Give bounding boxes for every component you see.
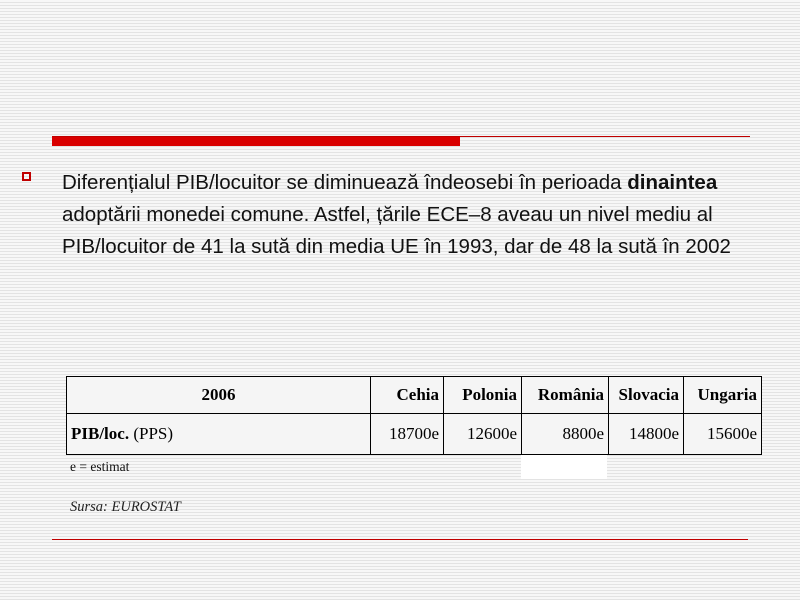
year-cell: 2006: [67, 377, 371, 414]
row-label: [67, 414, 371, 455]
source-label: Sursa: EUROSTAT: [70, 499, 181, 515]
gdp-table: [66, 376, 762, 455]
table-cell: 8800e: [522, 414, 609, 455]
column-header: România: [522, 377, 609, 414]
top-accent-bar: [52, 137, 460, 146]
table-cell: 14800e: [609, 414, 684, 455]
bottom-divider-line: [52, 539, 748, 540]
row-label-bold: PIB/loc.: [71, 424, 130, 443]
paragraph-text-2: adoptării monedei comune. Astfel, țările ECE–8 aveau un nivel mediu al PIB/locuitor de 41 la sută din media UE în 1993, dar de 48 la sută în 2002: [62, 203, 731, 258]
table-row: [67, 414, 762, 455]
square-bullet-icon: [22, 172, 31, 181]
table-cell: 18700e: [371, 414, 444, 455]
column-header: Slovacia: [609, 377, 684, 414]
table-cell: 15600e: [684, 414, 762, 455]
row-label-unit: (PPS): [129, 424, 174, 443]
table-cell: 12600e: [444, 414, 522, 455]
paragraph-text-1: Diferențialul PIB/locuitor se diminuează îndeosebi în perioada: [62, 171, 628, 194]
white-cell-block: [521, 455, 607, 479]
column-header: Cehia: [371, 377, 444, 414]
estimate-note: e = estimat: [70, 459, 130, 474]
column-header: Ungaria: [684, 377, 762, 414]
table-header-row: [67, 377, 762, 414]
paragraph-bold-word: dinaintea: [627, 171, 718, 194]
body-paragraph: [62, 167, 772, 263]
column-header: Polonia: [444, 377, 522, 414]
